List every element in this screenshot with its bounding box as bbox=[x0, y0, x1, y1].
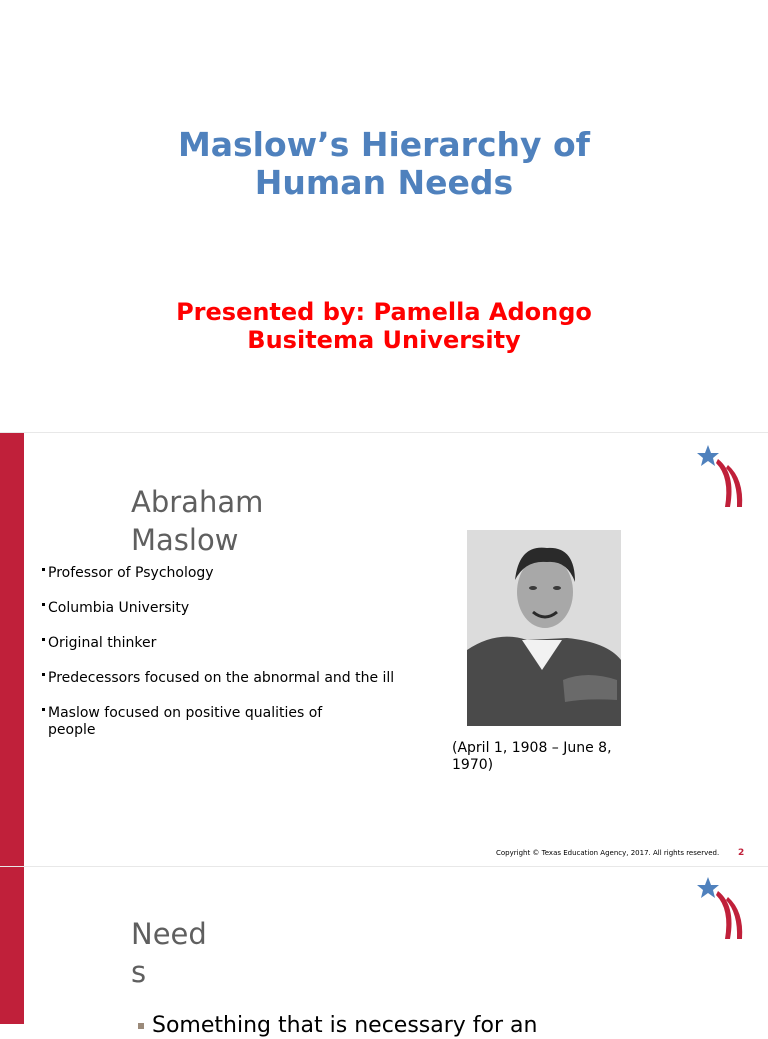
maslow-bio-slide bbox=[0, 432, 768, 866]
bio-bullet-list bbox=[42, 565, 422, 757]
title-line-2: Human Needs bbox=[254, 163, 514, 202]
tea-star-logo-icon bbox=[692, 443, 752, 509]
list-item: Maslow focused on positive qualities of people bbox=[42, 705, 342, 739]
presentation-title bbox=[0, 126, 768, 202]
subtitle-line-2: Busitema University bbox=[247, 326, 521, 354]
list-item: Original thinker bbox=[42, 635, 422, 652]
list-item: Professor of Psychology bbox=[42, 565, 422, 582]
page-number: 2 bbox=[738, 848, 745, 858]
title-line-1: Maslow’s Hierarchy of bbox=[177, 125, 591, 164]
list-item: Predecessors focused on the abnormal and the ill bbox=[42, 670, 422, 687]
list-item-text: Something that is necessary for an bbox=[152, 1013, 538, 1038]
title-slide bbox=[0, 0, 768, 432]
tea-star-logo-icon bbox=[692, 875, 752, 941]
list-item bbox=[138, 1013, 537, 1039]
photo-caption: (April 1, 1908 – June 8, 1970) bbox=[452, 740, 612, 773]
maslow-portrait-photo bbox=[467, 530, 621, 726]
slide-heading: Abraham Maslow bbox=[131, 485, 264, 557]
subtitle-line-1: Presented by: Pamella Adongo bbox=[176, 298, 592, 326]
presenter-subtitle bbox=[0, 298, 768, 354]
list-item: Columbia University bbox=[42, 600, 422, 617]
slide-accent-bar bbox=[0, 433, 24, 866]
copyright-footer: Copyright © Texas Education Agency, 2017. All rights reserved. bbox=[496, 849, 720, 857]
bullet-marker-icon bbox=[138, 1023, 144, 1029]
slide-accent-bar bbox=[0, 867, 24, 1024]
slide-heading: Needs bbox=[131, 917, 207, 989]
needs-slide bbox=[0, 866, 768, 1038]
